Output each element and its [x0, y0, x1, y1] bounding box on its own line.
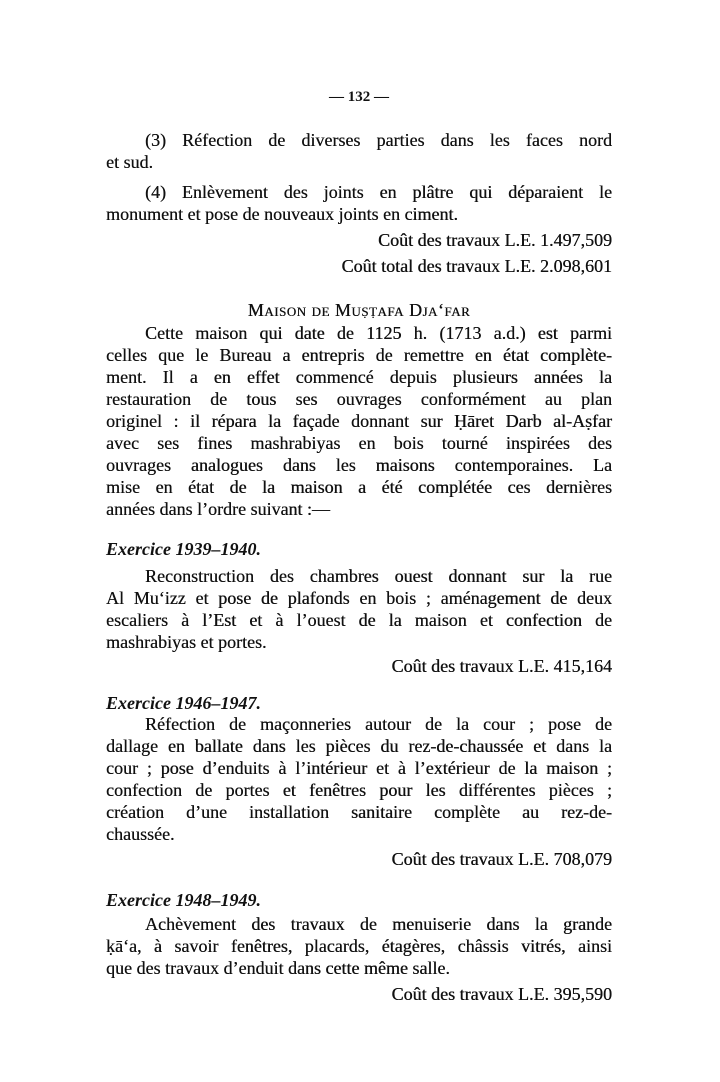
paragraph-line: ment. Il a en effet commencé depuis plusieurs années la — [106, 367, 612, 387]
cost-line: Coût des travaux L.E. 708,079 — [391, 849, 612, 869]
paragraph-line: que des travaux d’enduit dans cette même salle. — [106, 958, 450, 978]
paragraph-line: années dans l’ordre suivant :— — [106, 499, 330, 519]
paragraph-line: mashrabiyas et portes. — [106, 632, 267, 652]
paragraph-line: cour ; pose d’enduits à l’intérieur et à l’extérieur de la maison ; — [106, 758, 612, 778]
exercise-title: Exercice 1946–1947. — [106, 693, 261, 713]
page-number: — 132 — — [329, 89, 389, 105]
paragraph-line: restauration de tous ses ouvrages conformément au plan — [106, 389, 612, 409]
paragraph-line: originel : il répara la façade donnant sur Ḥāret Darb al-Aṣfar — [106, 411, 612, 431]
paragraph-line: confection de portes et fenêtres pour les différentes pièces ; — [106, 780, 612, 800]
section-heading: Maison de Muṣṭafa Dja‘far — [247, 300, 471, 320]
paragraph-line: ouvrages analogues dans les maisons contemporaines. La — [106, 455, 612, 475]
paragraph-line: et sud. — [106, 152, 153, 172]
paragraph-line: Cette maison qui date de 1125 h. (1713 a.d.) est parmi — [145, 323, 612, 343]
paragraph-line: Achèvement des travaux de menuiserie dans la grande — [145, 914, 612, 934]
cost-line: Coût des travaux L.E. 395,590 — [391, 984, 612, 1004]
paragraph-line: Reconstruction des chambres ouest donnant sur la rue — [145, 566, 612, 586]
paragraph-line: création d’une installation sanitaire complète au rez-de- — [106, 802, 612, 822]
paragraph-line: escaliers à l’Est et à l’ouest de la maison et confection de — [106, 610, 612, 630]
exercise-title: Exercice 1939–1940. — [106, 539, 261, 559]
paragraph-line: avec ses fines mashrabiyas en bois tourné inspirées des — [106, 433, 612, 453]
paragraph-line: dallage en ballate dans les pièces du rez-de-chaussée et dans la — [106, 736, 612, 756]
paragraph-line: Réfection de maçonneries autour de la cour ; pose de — [145, 714, 612, 734]
paragraph-line: celles que le Bureau a entrepris de remettre en état complète- — [106, 345, 612, 365]
total-cost-line: Coût total des travaux L.E. 2.098,601 — [341, 256, 612, 276]
paragraph-line: monument et pose de nouveaux joints en ciment. — [106, 204, 458, 224]
paragraph-line: (3) Réfection de diverses parties dans les faces nord — [145, 130, 612, 150]
paragraph-line: (4) Enlèvement des joints en plâtre qui déparaient le — [145, 182, 612, 202]
paragraph-line: mise en état de la maison a été complétée ces dernières — [106, 477, 612, 497]
cost-line: Coût des travaux L.E. 415,164 — [391, 656, 612, 676]
cost-line: Coût des travaux L.E. 1.497,509 — [378, 230, 612, 250]
exercise-title: Exercice 1948–1949. — [106, 890, 261, 910]
paragraph-line: ḳā‘a, à savoir fenêtres, placards, étagères, châssis vitrés, ainsi — [106, 936, 612, 956]
paragraph-line: chaussée. — [106, 824, 175, 844]
paragraph-line: Al Mu‘izz et pose de plafonds en bois ; aménagement de deux — [106, 588, 612, 608]
